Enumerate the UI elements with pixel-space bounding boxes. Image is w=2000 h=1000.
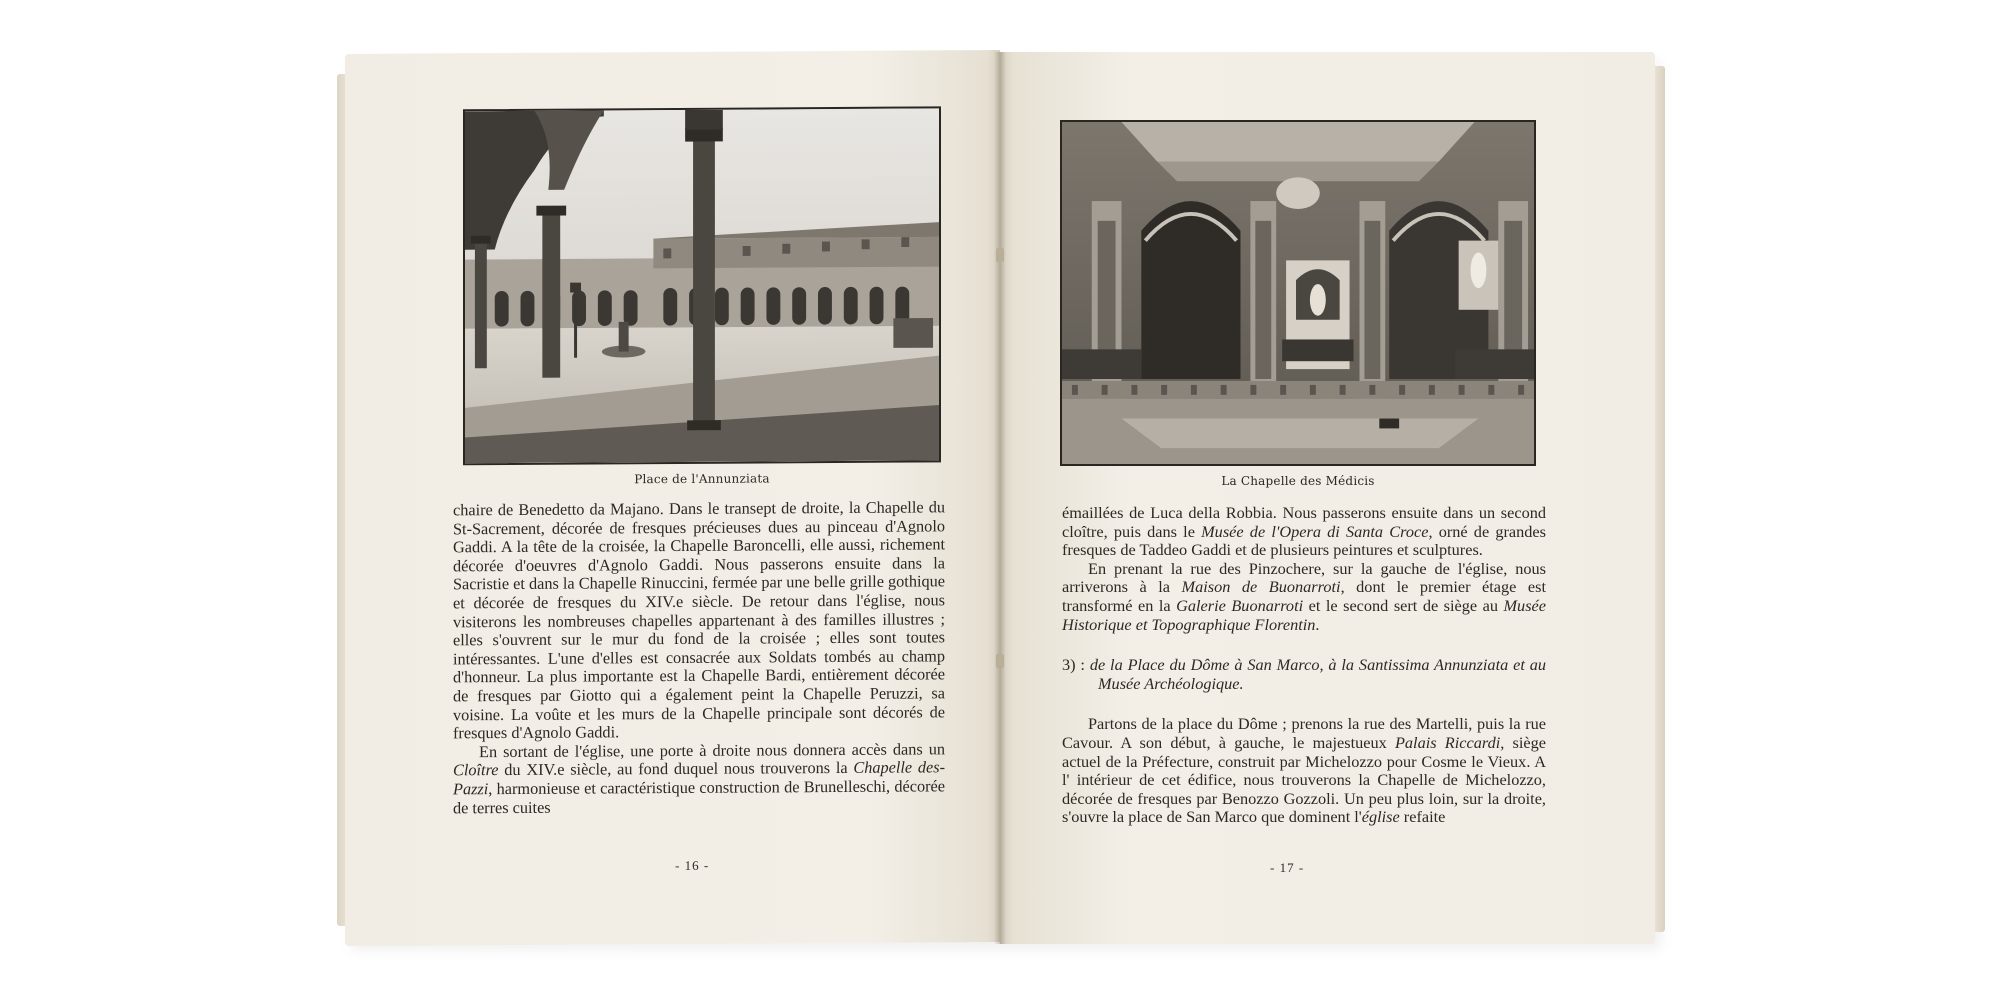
text-run: , orné de grandes fresques de Taddeo Gaddi et de plusieurs peintures et sculptures.: [1062, 521, 1546, 560]
left-paragraph: [453, 740, 945, 817]
photo-chapelle-medicis: [1060, 120, 1536, 466]
page-number-16: - 16 -: [675, 857, 710, 873]
italic-run: église: [1361, 807, 1400, 827]
staple-top: [996, 248, 1004, 262]
piazza-illustration: [465, 108, 939, 463]
italic-run: Cloître: [453, 760, 499, 780]
left-page: [345, 50, 1000, 946]
text-run: émaillées de Luca della Robbia. Nous passerons ensuite dans un second cloître, puis dans le: [1062, 503, 1546, 541]
text-run: , harmonieuse et caractéristique construction de Brunelleschi, décorée de terres cuites: [453, 776, 945, 817]
italic-run: Chapelle des-Pazzi: [453, 757, 945, 799]
right-paragraph: [1062, 504, 1546, 560]
left-paragraph: [453, 498, 945, 743]
italic-run: Musée Historique et Topographique Florentin: [1062, 595, 1546, 634]
text-run: .: [1315, 614, 1320, 634]
photo-caption-left: Place de l'Annunziata: [634, 471, 770, 487]
page-number-17: - 17 -: [1270, 860, 1305, 875]
italic-run: Maison de Buonarroti: [1181, 577, 1341, 597]
text-run: , dont le premier étage est transformé en la: [1062, 577, 1547, 615]
section-number: 3) :: [1062, 655, 1090, 675]
italic-run: Galerie Buonarroti: [1176, 595, 1304, 615]
photo-place-annunziata: [463, 106, 941, 465]
chapel-illustration: [1062, 122, 1534, 464]
text-run: , siège actuel de la Préfecture, construit par Michelozzo pour Cosme le Vieux. A l' intérieur de cet édifice, nous trouverons la Chapelle de Michelozzo, décorée de fresques par Benozzo Gozzoli. Un peu plus loin, sur la droite, s'ouvre la place de San Marco que dominent l': [1062, 732, 1547, 827]
text-run: refaite: [1399, 807, 1446, 827]
text-run: Partons de la place du Dôme ; prenons la rue des Martelli, puis la rue Cavour. A son début, à gauche, le majestueux: [1062, 714, 1546, 752]
italic-run: Palais Riccardi: [1394, 732, 1501, 752]
right-page: [1000, 52, 1655, 944]
right-paragraph: [1062, 715, 1546, 827]
text-run: du XIV.e siècle, au fond duquel nous trouverons la: [498, 758, 854, 780]
photo-caption-right: La Chapelle des Médicis: [1221, 474, 1375, 488]
text-run: En sortant de l'église, une porte à droite nous donnera accès dans un: [479, 739, 945, 761]
left-page-text: [453, 498, 945, 817]
section-title: de la Place du Dôme à San Marco, à la Santissima Annunziata et au Musée Archéologique.: [1089, 655, 1546, 693]
right-paragraph: [1062, 560, 1546, 634]
text-run: chaire de Benedetto da Majano. Dans le transept de droite, la Chapelle du St-Sacrement, décorée de fresques précieuses dues au pinceau d'Agnolo Gaddi. A la tête de la croisée, la Chapelle Baroncelli, elle aussi, richement décorée d'oeuvres d'Agnolo Gaddi. Nous passerons ensuite dans la Sacristie et dans la Chapelle Rinuccini, fermée par une belle grille gothique et décorée de fresques du XIV.e siècle. De retour dans l'église, nous visiterons les nombreuses chapelles appartenant à des familles illustres ; elles s'ouvrent sur le mur du fond de la croisée ; elles sont toutes intéressantes. L'une d'elles est consacrée aux Soldats tombés au champ d'honneur. La plus importante est la Chapelle Bardi, entièrement décorée de fresques par Giotto qui a également peint la Chapelle Peruzzi, sa voisine. La voûte et les murs de la Chapelle principale sont décorés de fresques d'Agnolo Gaddi.: [453, 497, 945, 743]
staple-bottom: [996, 654, 1004, 668]
open-booklet: [345, 52, 1655, 944]
book-gutter: [994, 52, 1006, 944]
text-run: et le second sert de siège au: [1303, 595, 1504, 615]
italic-run: Musée de l'Opera di Santa Croce: [1201, 521, 1429, 541]
section-heading: [1062, 656, 1546, 693]
right-page-text: [1062, 504, 1546, 827]
text-run: En prenant la rue des Pinzochere, sur la gauche de l'église, nous arriverons à la: [1062, 558, 1546, 597]
